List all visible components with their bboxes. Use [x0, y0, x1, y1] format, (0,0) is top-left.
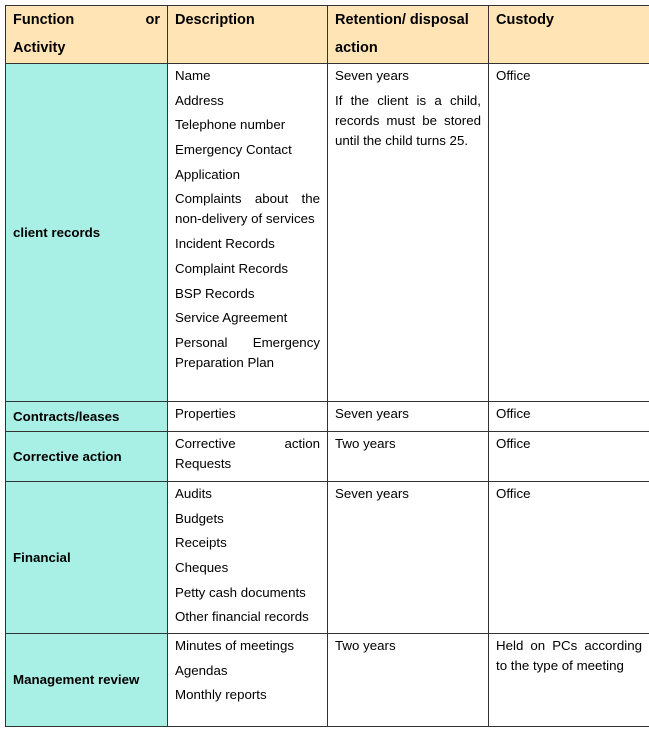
retention-cell	[328, 482, 489, 634]
description-item: Audits	[175, 484, 320, 504]
retention-cell	[328, 402, 489, 432]
table-row	[6, 634, 649, 727]
description-item: Monthly reports	[175, 685, 320, 705]
retention-cell	[328, 432, 489, 482]
header-custody: Custody	[489, 6, 649, 64]
description-cell	[168, 402, 328, 432]
function-cell: Financial	[6, 482, 168, 634]
custody-cell: Office	[489, 432, 649, 482]
table-row	[6, 432, 649, 482]
description-cell	[168, 634, 328, 727]
description-item: Service Agreement	[175, 308, 320, 328]
function-cell: Contracts/leases	[6, 402, 168, 432]
description-item: Minutes of meetings	[175, 636, 320, 656]
description-item: Receipts	[175, 533, 320, 553]
table-row	[6, 482, 649, 634]
function-cell: client records	[6, 64, 168, 402]
description-cell	[168, 482, 328, 634]
description-item: Address	[175, 91, 320, 111]
description-item: Petty cash documents	[175, 583, 320, 603]
table-row	[6, 64, 649, 402]
description-item: Complaints about the non-delivery of services	[175, 189, 320, 229]
custody-cell: Office	[489, 402, 649, 432]
custody-cell: Office	[489, 64, 649, 402]
custody-cell: Held on PCs according to the type of meeting	[489, 634, 649, 727]
records-table	[5, 5, 649, 727]
retention-text: Two years	[335, 636, 481, 656]
function-cell: Corrective action	[6, 432, 168, 482]
retention-text: Two years	[335, 434, 481, 454]
header-function: Function or Activity	[6, 6, 168, 64]
custody-cell: Office	[489, 482, 649, 634]
description-item: Complaint Records	[175, 259, 320, 279]
header-description: Description	[168, 6, 328, 64]
retention-text: If the client is a child, records must be stored until the child turns 25.	[335, 91, 481, 151]
function-cell: Management review	[6, 634, 168, 727]
description-cell	[168, 64, 328, 402]
description-item: Corrective action Requests	[175, 434, 320, 474]
description-item: Cheques	[175, 558, 320, 578]
retention-cell	[328, 64, 489, 402]
retention-text: Seven years	[335, 484, 481, 504]
retention-text: Seven years	[335, 66, 481, 86]
header-row	[6, 6, 649, 64]
table-row	[6, 402, 649, 432]
description-item: Other financial records	[175, 607, 320, 627]
retention-text: Seven years	[335, 404, 481, 424]
description-item: Personal Emergency Preparation Plan	[175, 333, 320, 373]
description-item: BSP Records	[175, 284, 320, 304]
description-item: Telephone number	[175, 115, 320, 135]
description-item: Properties	[175, 404, 320, 424]
description-item: Budgets	[175, 509, 320, 529]
description-item: Agendas	[175, 661, 320, 681]
description-cell	[168, 432, 328, 482]
description-item: Name	[175, 66, 320, 86]
description-item: Incident Records	[175, 234, 320, 254]
header-retention: Retention/ disposal action	[328, 6, 489, 64]
description-item: Emergency Contact	[175, 140, 320, 160]
description-item: Application	[175, 165, 320, 185]
retention-cell	[328, 634, 489, 727]
